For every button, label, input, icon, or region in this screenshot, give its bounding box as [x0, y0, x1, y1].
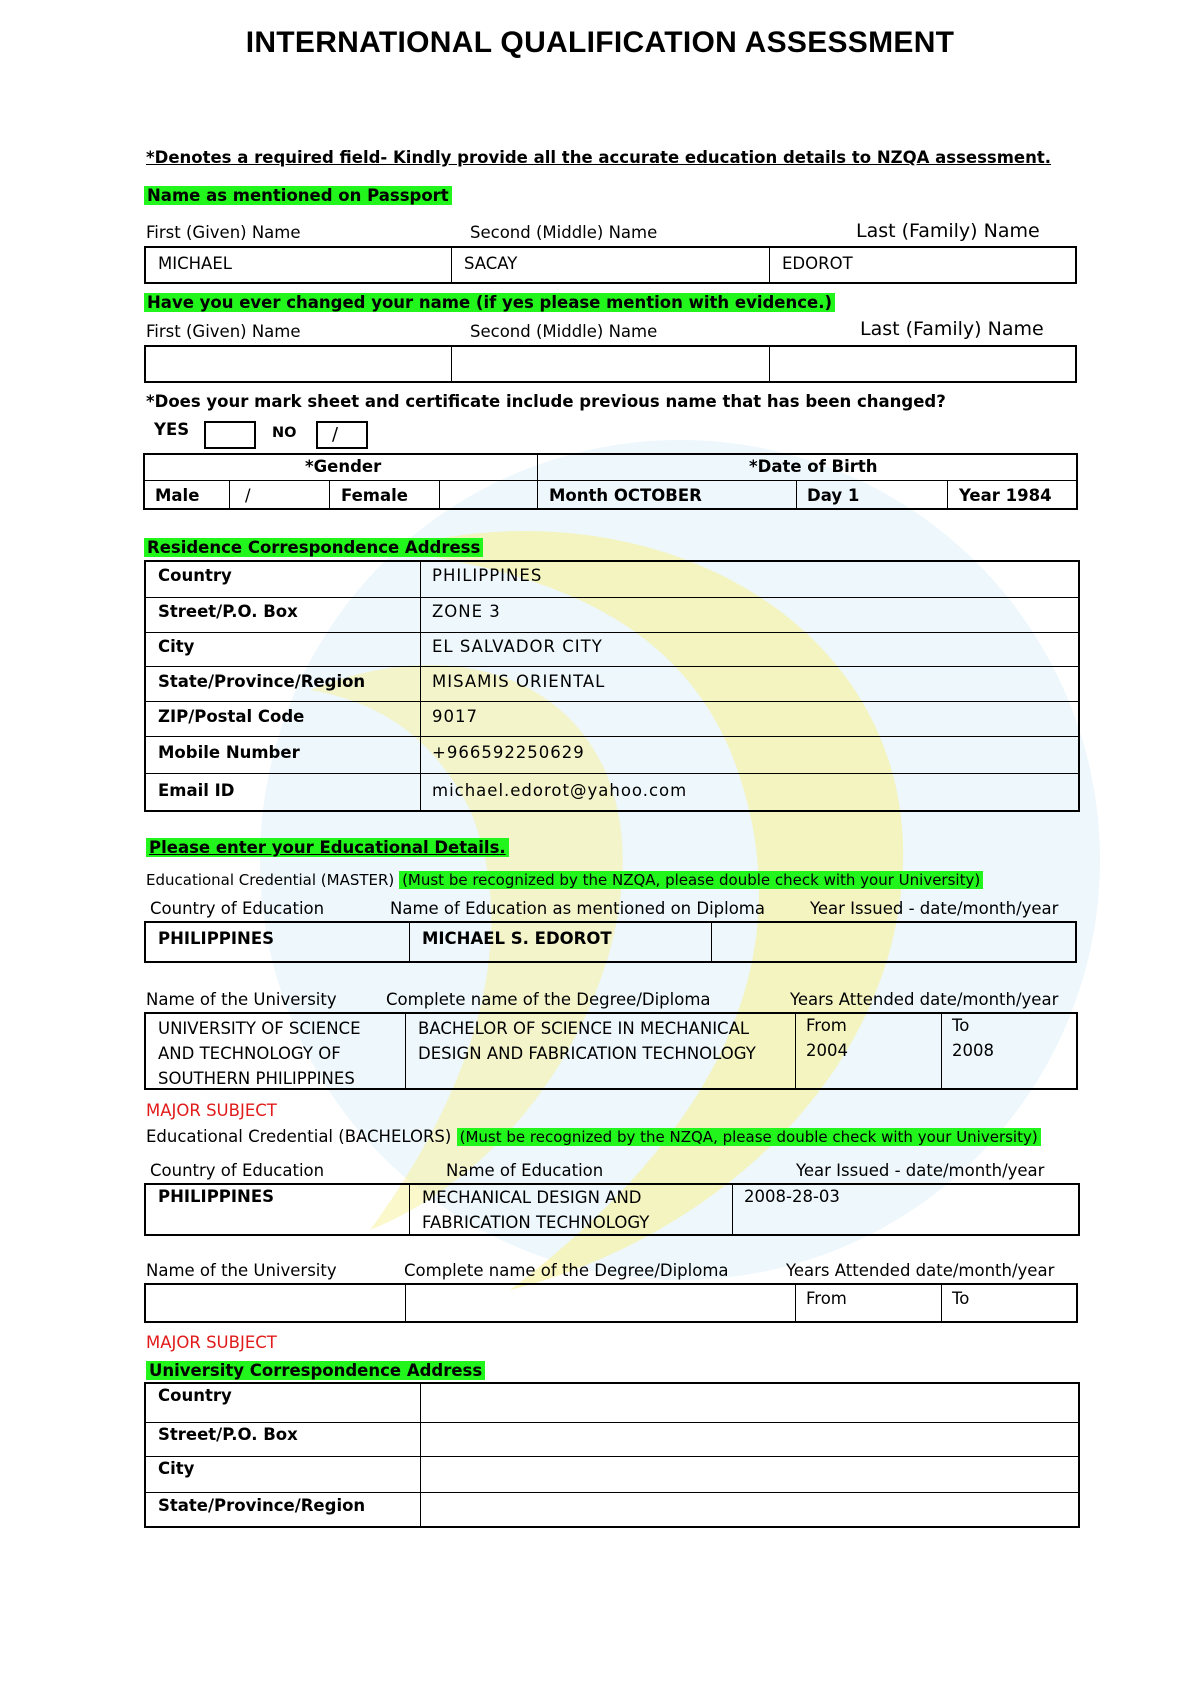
master-years-label: Years Attended date/month/year	[790, 990, 1059, 1009]
residence-label-state: State/Province/Region	[158, 672, 366, 691]
passport-last-label: Last (Family) Name	[856, 220, 1040, 242]
bachelors-country-label: Country of Education	[150, 1161, 325, 1180]
passport-last-name[interactable]: EDOROT	[782, 254, 853, 273]
passport-name-table	[144, 246, 1077, 284]
residence-value-email[interactable]: michael.edorot@yahoo.com	[432, 781, 688, 800]
master-credential-note: (Must be recognized by the NZQA, please double check with your University)	[399, 871, 983, 889]
bachelors-degree-label: Complete name of the Degree/Diploma	[404, 1261, 729, 1280]
master-credential-label: Educational Credential (MASTER)	[146, 871, 395, 889]
bachelors-credential-line	[146, 1127, 1041, 1146]
master-university[interactable]: UNIVERSITY OF SCIENCE AND TECHNOLOGY OF SOUTHERN PHILIPPINES	[158, 1019, 361, 1088]
bachelors-years-label: Years Attended date/month/year	[786, 1261, 1055, 1280]
gender-dob-table	[143, 453, 1078, 510]
university-address-heading: University Correspondence Address	[146, 1361, 485, 1380]
bachelors-year[interactable]: 2008-28-03	[744, 1187, 840, 1206]
no-label: NO	[272, 425, 297, 441]
dob-header: *Date of Birth	[749, 457, 878, 476]
residence-label-email: Email ID	[158, 781, 235, 800]
master-major-subject: MAJOR SUBJECT	[146, 1101, 277, 1120]
changed-middle-label: Second (Middle) Name	[470, 322, 658, 341]
dob-day[interactable]: Day 1	[807, 486, 860, 505]
residence-value-street[interactable]: ZONE 3	[432, 602, 501, 621]
changed-name-table	[144, 345, 1077, 383]
master-credential-line	[146, 871, 983, 889]
bachelors-education-table	[144, 1183, 1080, 1236]
bachelors-credential-label: Educational Credential (BACHELORS)	[146, 1127, 452, 1146]
master-from-label: From	[806, 1016, 847, 1035]
male-label: Male	[155, 486, 200, 505]
residence-value-zip[interactable]: 9017	[432, 707, 478, 726]
master-year-label: Year Issued - date/month/year	[810, 899, 1059, 918]
university-address-table	[144, 1382, 1080, 1528]
master-country-label: Country of Education	[150, 899, 325, 918]
male-value[interactable]: /	[245, 486, 251, 505]
master-name-label: Name of Education as mentioned on Diploma	[390, 899, 765, 918]
university-label-country: Country	[158, 1386, 232, 1405]
changed-name-heading: Have you ever changed your name (if yes please mention with evidence.)	[144, 293, 835, 312]
gender-header: *Gender	[305, 457, 382, 476]
passport-name-heading: Name as mentioned on Passport	[144, 186, 452, 205]
master-to-label: To	[952, 1016, 970, 1035]
bachelors-name-label: Name of Education	[446, 1161, 604, 1180]
bachelors-major-subject: MAJOR SUBJECT	[146, 1333, 277, 1352]
residence-heading: Residence Correspondence Address	[144, 538, 483, 557]
residence-label-city: City	[158, 637, 195, 656]
page-title: INTERNATIONAL QUALIFICATION ASSESSMENT	[245, 26, 955, 59]
residence-value-state[interactable]: MISAMIS ORIENTAL	[432, 672, 606, 691]
residence-value-city[interactable]: EL SALVADOR CITY	[432, 637, 603, 656]
bachelors-country[interactable]: PHILIPPINES	[158, 1187, 274, 1206]
yes-label: YES	[154, 420, 190, 439]
university-label-state: State/Province/Region	[158, 1496, 366, 1515]
bachelors-year-label: Year Issued - date/month/year	[796, 1161, 1045, 1180]
university-label-street: Street/P.O. Box	[158, 1425, 298, 1444]
dob-month[interactable]: Month OCTOBER	[549, 486, 702, 505]
residence-table	[144, 560, 1080, 812]
master-name[interactable]: MICHAEL S. EDOROT	[422, 929, 612, 948]
residence-label-country: Country	[158, 566, 232, 585]
residence-value-country[interactable]: PHILIPPINES	[432, 566, 543, 585]
female-label: Female	[341, 486, 408, 505]
residence-label-street: Street/P.O. Box	[158, 602, 298, 621]
bachelors-to-label: To	[952, 1289, 970, 1308]
residence-label-zip: ZIP/Postal Code	[158, 707, 305, 726]
changed-first-label: First (Given) Name	[146, 322, 301, 341]
master-degree[interactable]: BACHELOR OF SCIENCE IN MECHANICAL DESIGN AND FABRICATION TECHNOLOGY	[418, 1019, 756, 1063]
required-note: *Denotes a required field- Kindly provide all the accurate education details to NZQA assessment.	[146, 148, 1052, 167]
changed-last-label: Last (Family) Name	[860, 318, 1044, 340]
passport-middle-label: Second (Middle) Name	[470, 223, 658, 242]
residence-label-mobile: Mobile Number	[158, 743, 300, 762]
passport-first-name[interactable]: MICHAEL	[158, 254, 232, 273]
education-heading: Please enter your Educational Details.	[146, 838, 509, 857]
master-university-table	[144, 1012, 1078, 1090]
bachelors-name[interactable]: MECHANICAL DESIGN AND FABRICATION TECHNOLOGY	[422, 1188, 650, 1232]
master-degree-label: Complete name of the Degree/Diploma	[386, 990, 711, 1009]
master-education-table	[144, 921, 1077, 963]
master-from[interactable]: 2004	[806, 1041, 848, 1060]
yes-checkbox[interactable]	[204, 421, 256, 449]
previous-name-question: *Does your mark sheet and certificate include previous name that has been changed?	[146, 392, 946, 411]
master-university-label: Name of the University	[146, 990, 337, 1009]
bachelors-university-table	[144, 1283, 1078, 1323]
no-checkbox[interactable]	[316, 421, 368, 449]
residence-value-mobile[interactable]: +966592250629	[432, 743, 585, 762]
bachelors-from-label: From	[806, 1289, 847, 1308]
bachelors-credential-note: (Must be recognized by the NZQA, please double check with your University)	[457, 1128, 1041, 1146]
dob-year[interactable]: Year 1984	[959, 486, 1052, 505]
passport-first-label: First (Given) Name	[146, 223, 301, 242]
passport-middle-name[interactable]: SACAY	[464, 254, 518, 273]
bachelors-university-label: Name of the University	[146, 1261, 337, 1280]
master-to[interactable]: 2008	[952, 1041, 994, 1060]
no-mark: /	[332, 424, 339, 445]
master-country[interactable]: PHILIPPINES	[158, 929, 274, 948]
university-label-city: City	[158, 1459, 195, 1478]
